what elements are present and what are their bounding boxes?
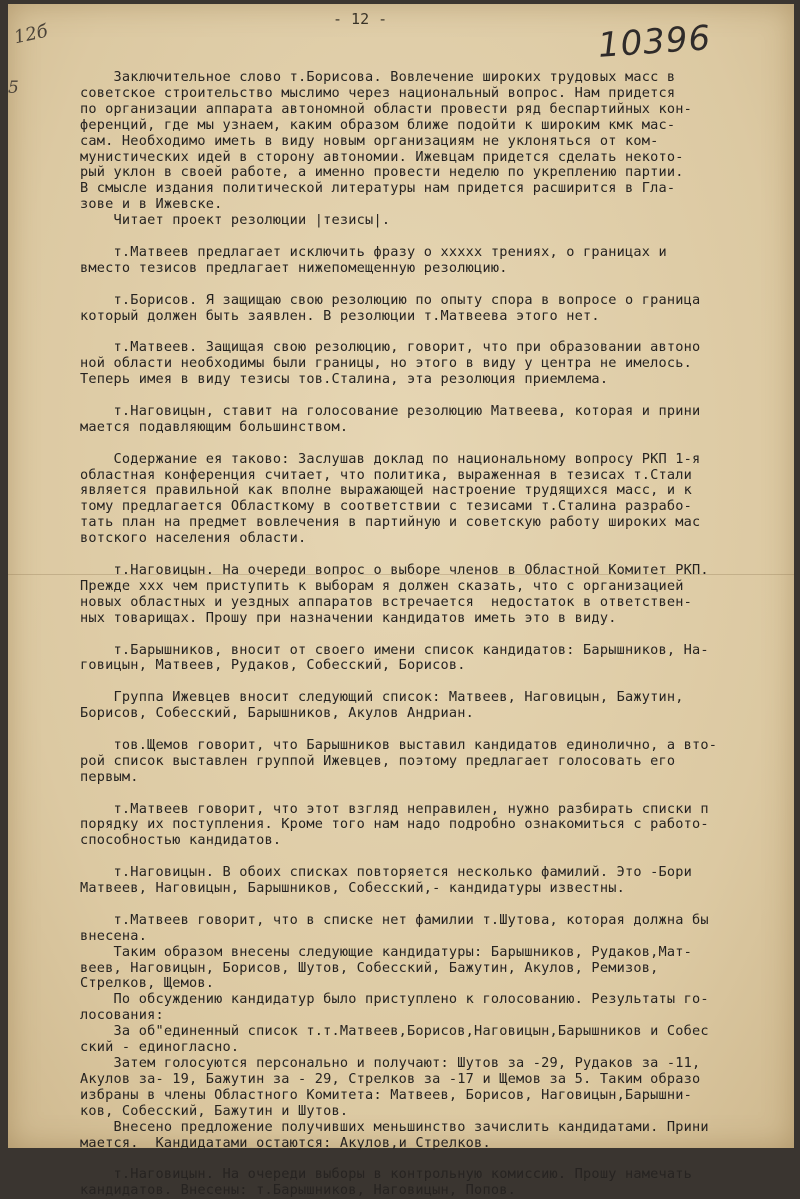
document-page [8,4,794,1199]
paragraph-nagovitsyn-names: т.Наговицын. В обоих списках повторяется несколько фамилий. Это -Бори Матвеев, Наговицын, Барышников, Собесский,- кандидатуры известны. [80,864,693,897]
document-body [80,70,786,1199]
paragraph-shchemov-remarks: тов.Щемов говорит, что Барышников выставил кандидатов единолично, а вто- рой список выставлен группой Ижевцев, поэтому предлагает голосовать его первым. [80,736,718,785]
paragraph-reads-draft: Читает проект резолюции |тезисы|. [80,212,391,229]
paragraph-izhevsk-list: Группа Ижевцев вносит следующий список: Матвеев, Наговицын, Бажутин, Борисов, Собесский, Барышников, Акулов Андриан. [80,689,684,722]
archive-number-stamp: 10396 [596,18,713,66]
paragraph-matveev-proposal: т.Матвеев предлагает исключить фразу о ххххх трениях, о границах и вместо тезисов предлагает нижепомещенную резолюцию. [80,243,667,276]
paragraph-vote-resolution: т.Наговицын, ставит на голосование резолюцию Матвеева, которая и прини мается подавляющим большинством. [80,402,701,435]
margin-note-2: 5 [8,78,19,98]
paragraph-borisov-defense: т.Борисов. Я защищаю свою резолюцию по опыту спора в вопросе о граница который должен быть заявлен. В резолюции т.Матвеева этого нет. [80,291,701,324]
paragraph-voting-results: т.Матвеев говорит, что в списке нет фамилии т.Шутова, которая должна бы внесена. Таким образом внесены следующие кандидатуры: Барышников, Рудаков,Мат- веев, Наговицын, Борисов, Шутов, Собесский, Бажутин, Акулов, Ремизов, Стрелков, Щемов. По обсуждению кандидатур было приступлено к голосованию. Результаты го- лосования: За об"единенный список т.т.Матвеев,Борисов,Наговицын,Барышников и Собес ский - единогласно. Затем голосуются персонально и получают: Шутов за -29, Рудаков за -11, Акулов за- 19, Бажутин за - 29, Стрелков за -17 и Щемов за 5. Таким образо избраны в члены Областного Комитета: Матвеев, Борисов, Наговицын,Барышни- ков, Собесский, Бажутин и Шутов. Внесено предложение получивших меньшинство зачислить кандидатами. Прини мается. Кандидатами остаются: Акулов,и Стрелков. [80,911,709,1151]
paragraph-matveev-defense: т.Матвеев. Защищая свою резолюцию, говорит, что при образовании автоно ной области необходимы были границы, но этого в виду у центра не имелось. Теперь имея в виду тезисы тов.Сталина, эта резолюция приемлема. [80,339,701,388]
paragraph-resolution-content: Содержание ея таково: Заслушав доклад по национальному вопросу РКП 1-я областная конференция считает, что политика, выраженная в тезисах т.Стали является правильной как вполне выражающей настроение трудящихся масс, и к тому предлагается Облаcткому в соответствии с тезисами т.Сталина разрабо- тать план на предмет вовлечения в партийную и советскую работу широких мас вотского населения области. [80,450,701,547]
paragraph-control-commission: т.Наговицын. На очереди выборы в контрольную комиссию. Прошу намечать кандидатов. Внесены: т.Барышников, Наговицын, Попов. [80,1166,693,1199]
paragraph-closing-remarks: Заключительное слово т.Борисова. Вовлечение широких трудовых масс в советское строительство мыслимо через национальный вопрос. Нам придется по организации аппарата автономной области провести ряд беспартийных кон- ференций, где мы узнаем, каким образом ближе подойти к широким кмк мас- сам. Необходимо иметь в виду новым организациям не уклоняться от ком- мунистических идей в сторону автономии. Ижевцам придется сделать некото- рый уклон в своей работе, а именно провести неделю по укреплению партии. В смысле издания политической литературы нам придется расширится в Гла- зове и в Ижевске. [80,69,693,213]
paragraph-matveev-objection: т.Матвеев говорит, что этот взгляд неправилен, нужно разбирать списки п порядку их поступления. Кроме того нам надо подробно ознакомиться с работо- способностью кандидатов. [80,800,709,849]
page-number: - 12 - [333,10,388,28]
margin-note: 12б [12,20,50,49]
paragraph-committee-election: т.Наговицын. На очереди вопрос о выборе членов в Областной Комитет РКП. Прежде ххх чем приступить к выборам я должен сказать, что с организацией новых областных и уездных аппаратов встречается недостаток в ответствен- ных товарищах. Прошу при назначении кандидатов иметь это в виду. [80,562,709,626]
paragraph-baryshnikov-list: т.Барышников, вносит от своего имени список кандидатов: Барышников, На- говицын, Матвеев, Рудаков, Собесский, Борисов. [80,641,709,674]
